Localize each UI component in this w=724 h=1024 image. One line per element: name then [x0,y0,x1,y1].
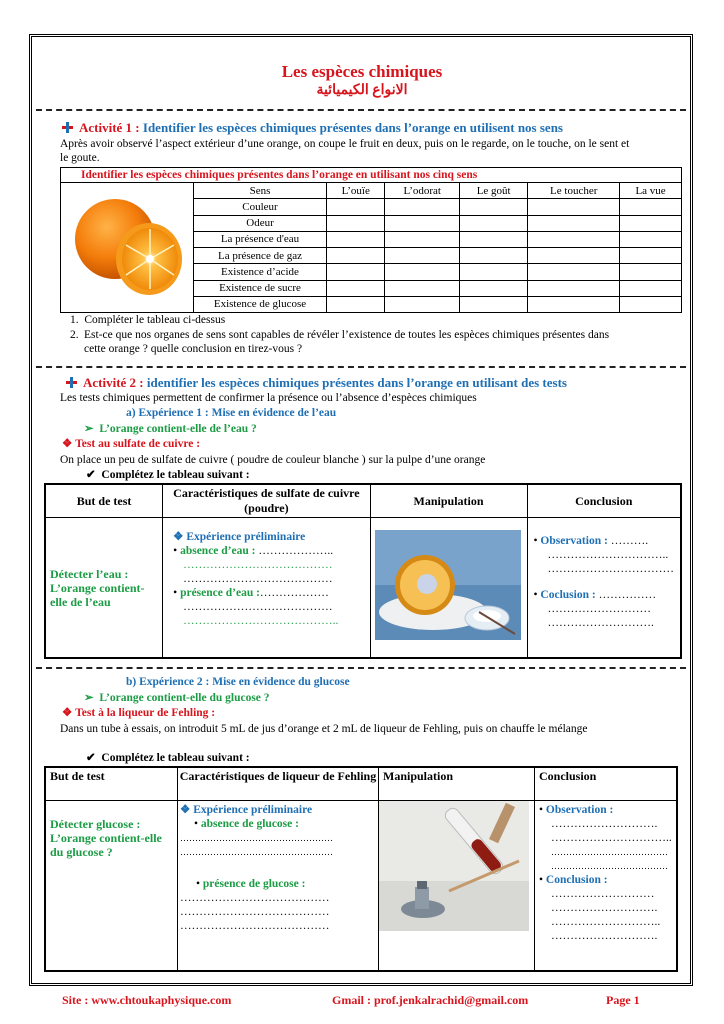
answer-cell[interactable] [620,215,682,231]
answer-dots[interactable]: …………………………………………… [180,846,333,857]
answer-cell[interactable] [460,248,528,264]
row-label: Existence d’acide [194,264,327,280]
answer-cell[interactable] [385,199,460,215]
senses-table [60,167,682,313]
answer-cell[interactable] [460,264,528,280]
answer-cell[interactable] [385,296,460,312]
water-test-table [44,483,682,659]
answer-cell[interactable] [528,280,620,296]
col-header: Caractéristiques de liqueur de Fehling [178,767,379,800]
answer-dots[interactable]: ……………………… [547,603,651,615]
answer-cell[interactable] [385,264,460,280]
col-header: Manipulation [379,767,535,800]
absence-line[interactable]: • absence d’eau : ……………….. [173,545,334,557]
answer-cell[interactable] [385,280,460,296]
answer-dots[interactable]: ………………………………… [180,905,330,918]
page-title-arabic: الانواع الكيميائية [316,83,408,98]
answer-dots[interactable]: ………………………………… [180,891,330,904]
col-header: L’ouïe [327,183,385,199]
col-header: La vue [620,183,682,199]
answer-cell[interactable] [385,231,460,247]
answer-cell[interactable] [620,296,682,312]
test-goal: Détecter glucose : L’orange contient-elle du glucose ? [50,816,162,859]
arrow-bullet-icon: ➢ [84,692,100,704]
experience-2-title: b) Expérience 2 : Mise en évidence du glucose [126,676,350,688]
answer-dots[interactable]: ………………………. [547,617,654,629]
question-2: 2. Est-ce que nos organes de sens sont capables de révéler l’existence de toutes les espèces chimiques présentes dans cette orange ? quelle conclusion en tirez-vous ? [70,329,610,355]
row-label: Odeur [194,215,327,231]
divider [36,109,686,111]
answer-dots[interactable]: …………………………………………… [180,832,333,843]
answer-cell[interactable] [327,199,385,215]
answer-cell[interactable] [460,296,528,312]
answer-cell[interactable] [385,215,460,231]
footer-site[interactable]: Site : www.chtoukaphysique.com [62,993,232,1007]
observation-line[interactable]: • Observation : ………. [533,535,649,547]
complete-instruction-1: ✔ Complétez le tableau suivant : [86,469,250,481]
activity-1-intro: Après avoir observé l’aspect extérieur d’une orange, on coupe le fruit en deux, puis on le regarde, on le touche, on le sent et le goute. [60,138,630,164]
star-bullet-icon [62,122,73,133]
experience-1-text: On place un peu de sulfate de cuivre ( poudre de couleur blanche ) sur la pulpe d’une orange [60,454,486,466]
conclusion-line[interactable]: • Conclusion : [539,873,608,886]
experience-2-test: ❖ Test à la liqueur de Fehling : [62,707,216,719]
answer-cell[interactable] [327,215,385,231]
presence-line[interactable]: • présence d’eau :……………… [173,587,329,599]
answer-cell[interactable] [327,264,385,280]
col-header: But de test [45,484,163,518]
preliminary-experiment-label: ❖ Expérience préliminaire [173,531,306,543]
answer-cell[interactable] [528,296,620,312]
col-header: Caractéristiques de sulfate de cuivre (poudre) [163,484,370,518]
presence-line[interactable]: • présence de glucose : [196,877,306,890]
divider [36,366,686,368]
preliminary-experiment-label: ❖ Expérience préliminaire [180,803,313,816]
senses-table-header: Identifier les espèces chimiques présentes dans l’orange en utilisant nos cinq sens [61,168,682,183]
row-label: La présence de gaz [194,248,327,264]
answer-cell[interactable] [460,199,528,215]
answer-cell[interactable] [528,215,620,231]
diamond-bullet-icon: ❖ [62,438,76,450]
answer-dots[interactable]: ………………………….. [547,549,669,561]
answer-dots[interactable]: ……………………….. [551,915,661,928]
footer-page-number: Page 1 [606,993,640,1007]
answer-dots[interactable]: ………………………………….. [183,615,339,627]
row-label: Existence de sucre [194,280,327,296]
glucose-test-table [44,766,678,972]
col-header: Le toucher [528,183,620,199]
answer-dots[interactable]: ………………………. [551,901,658,914]
answer-dots[interactable]: ………………………. [551,929,658,942]
col-header: Conclusion [527,484,681,518]
answer-cell[interactable] [327,296,385,312]
answer-dots[interactable]: ………………………………… [551,860,668,871]
row-label: La présence d'eau [194,231,327,247]
experience-1-title: a) Expérience 1 : Mise en évidence de l’eau [126,407,337,419]
question-1: 1. Compléter le tableau ci-dessus [70,314,226,326]
diamond-bullet-icon: ❖ [180,803,194,816]
answer-dots[interactable]: …………………………… [547,563,674,575]
answer-dots[interactable]: ………………………………… [183,573,333,585]
answer-dots[interactable]: ………………………………… [180,919,330,932]
footer-email[interactable]: Gmail : prof.jenkalrachid@gmail.com [332,993,529,1007]
absence-line[interactable]: • absence de glucose : [194,817,299,830]
activity-2-heading: Activité 2 : identifier les espèces chimiques présentes dans l’orange en utilisant des tests [66,375,686,391]
answer-cell[interactable] [528,264,620,280]
page-title: Les espèces chimiques [281,62,443,81]
orange-image-cell [61,183,194,313]
answer-dots[interactable]: ……………………… [551,887,655,900]
answer-cell[interactable] [327,248,385,264]
col-header: L’odorat [385,183,460,199]
col-header: Manipulation [370,484,527,518]
answer-dots[interactable]: ………………………. [551,817,658,830]
activity-2-intro: Les tests chimiques permettent de confirmer la présence ou l’absence d’espèces chimiques [60,392,477,404]
copper-sulfate-photo [375,530,521,640]
answer-dots[interactable]: ………………………………… [551,846,668,857]
row-label: Existence de glucose [194,296,327,312]
complete-instruction-2: ✔ Complétez le tableau suivant : [86,752,250,764]
answer-cell[interactable] [528,248,620,264]
experience-1-test: ❖ Test au sulfate de cuivre : [62,438,201,450]
activity-1-heading: Activité 1 : Identifier les espèces chimiques présentes dans l’orange en utilisent nos sens [62,120,682,136]
answer-cell[interactable] [460,215,528,231]
experience-2-text: Dans un tube à essais, on introduit 5 mL de jus d’orange et 2 mL de liqueur de Fehling, puis on chauffe le mélange [60,723,588,735]
answer-dots[interactable]: ………………………….. [551,831,672,844]
answer-cell[interactable] [327,231,385,247]
answer-cell[interactable] [528,231,620,247]
answer-cell[interactable] [620,264,682,280]
col-header: Sens [194,183,327,199]
col-header: But de test [45,767,178,800]
orange-image [61,183,193,309]
arrow-bullet-icon: ➢ [84,423,100,435]
star-bullet-icon [66,377,77,388]
answer-cell[interactable] [620,199,682,215]
conclusion-line[interactable]: • Coclusion : …………… [533,589,657,601]
answer-cell[interactable] [620,280,682,296]
answer-cell[interactable] [327,280,385,296]
answer-cell[interactable] [528,199,620,215]
check-icon: ✔ [86,469,102,481]
check-icon: ✔ [86,752,102,764]
test-goal: Détecter l’eau : L’orange contient-elle de l’eau [50,566,145,609]
col-header: Conclusion [535,767,678,800]
experience-1-question: ➢ L’orange contient-elle de l’eau ? [84,423,257,435]
answer-dots[interactable]: ………………………………… [183,601,333,613]
fehling-photo [379,801,529,931]
answer-cell[interactable] [460,280,528,296]
experience-2-question: ➢ L’orange contient-elle du glucose ? [84,692,270,704]
answer-cell[interactable] [460,231,528,247]
row-label: Couleur [194,199,327,215]
answer-cell[interactable] [620,248,682,264]
answer-cell[interactable] [620,231,682,247]
diamond-bullet-icon: ❖ [62,707,76,719]
divider [36,667,686,669]
col-header: Le goût [460,183,528,199]
answer-cell[interactable] [385,248,460,264]
observation-line[interactable]: • Observation : [539,803,614,816]
answer-dots[interactable]: ………………………………… [183,559,333,571]
diamond-bullet-icon: ❖ [173,531,187,543]
